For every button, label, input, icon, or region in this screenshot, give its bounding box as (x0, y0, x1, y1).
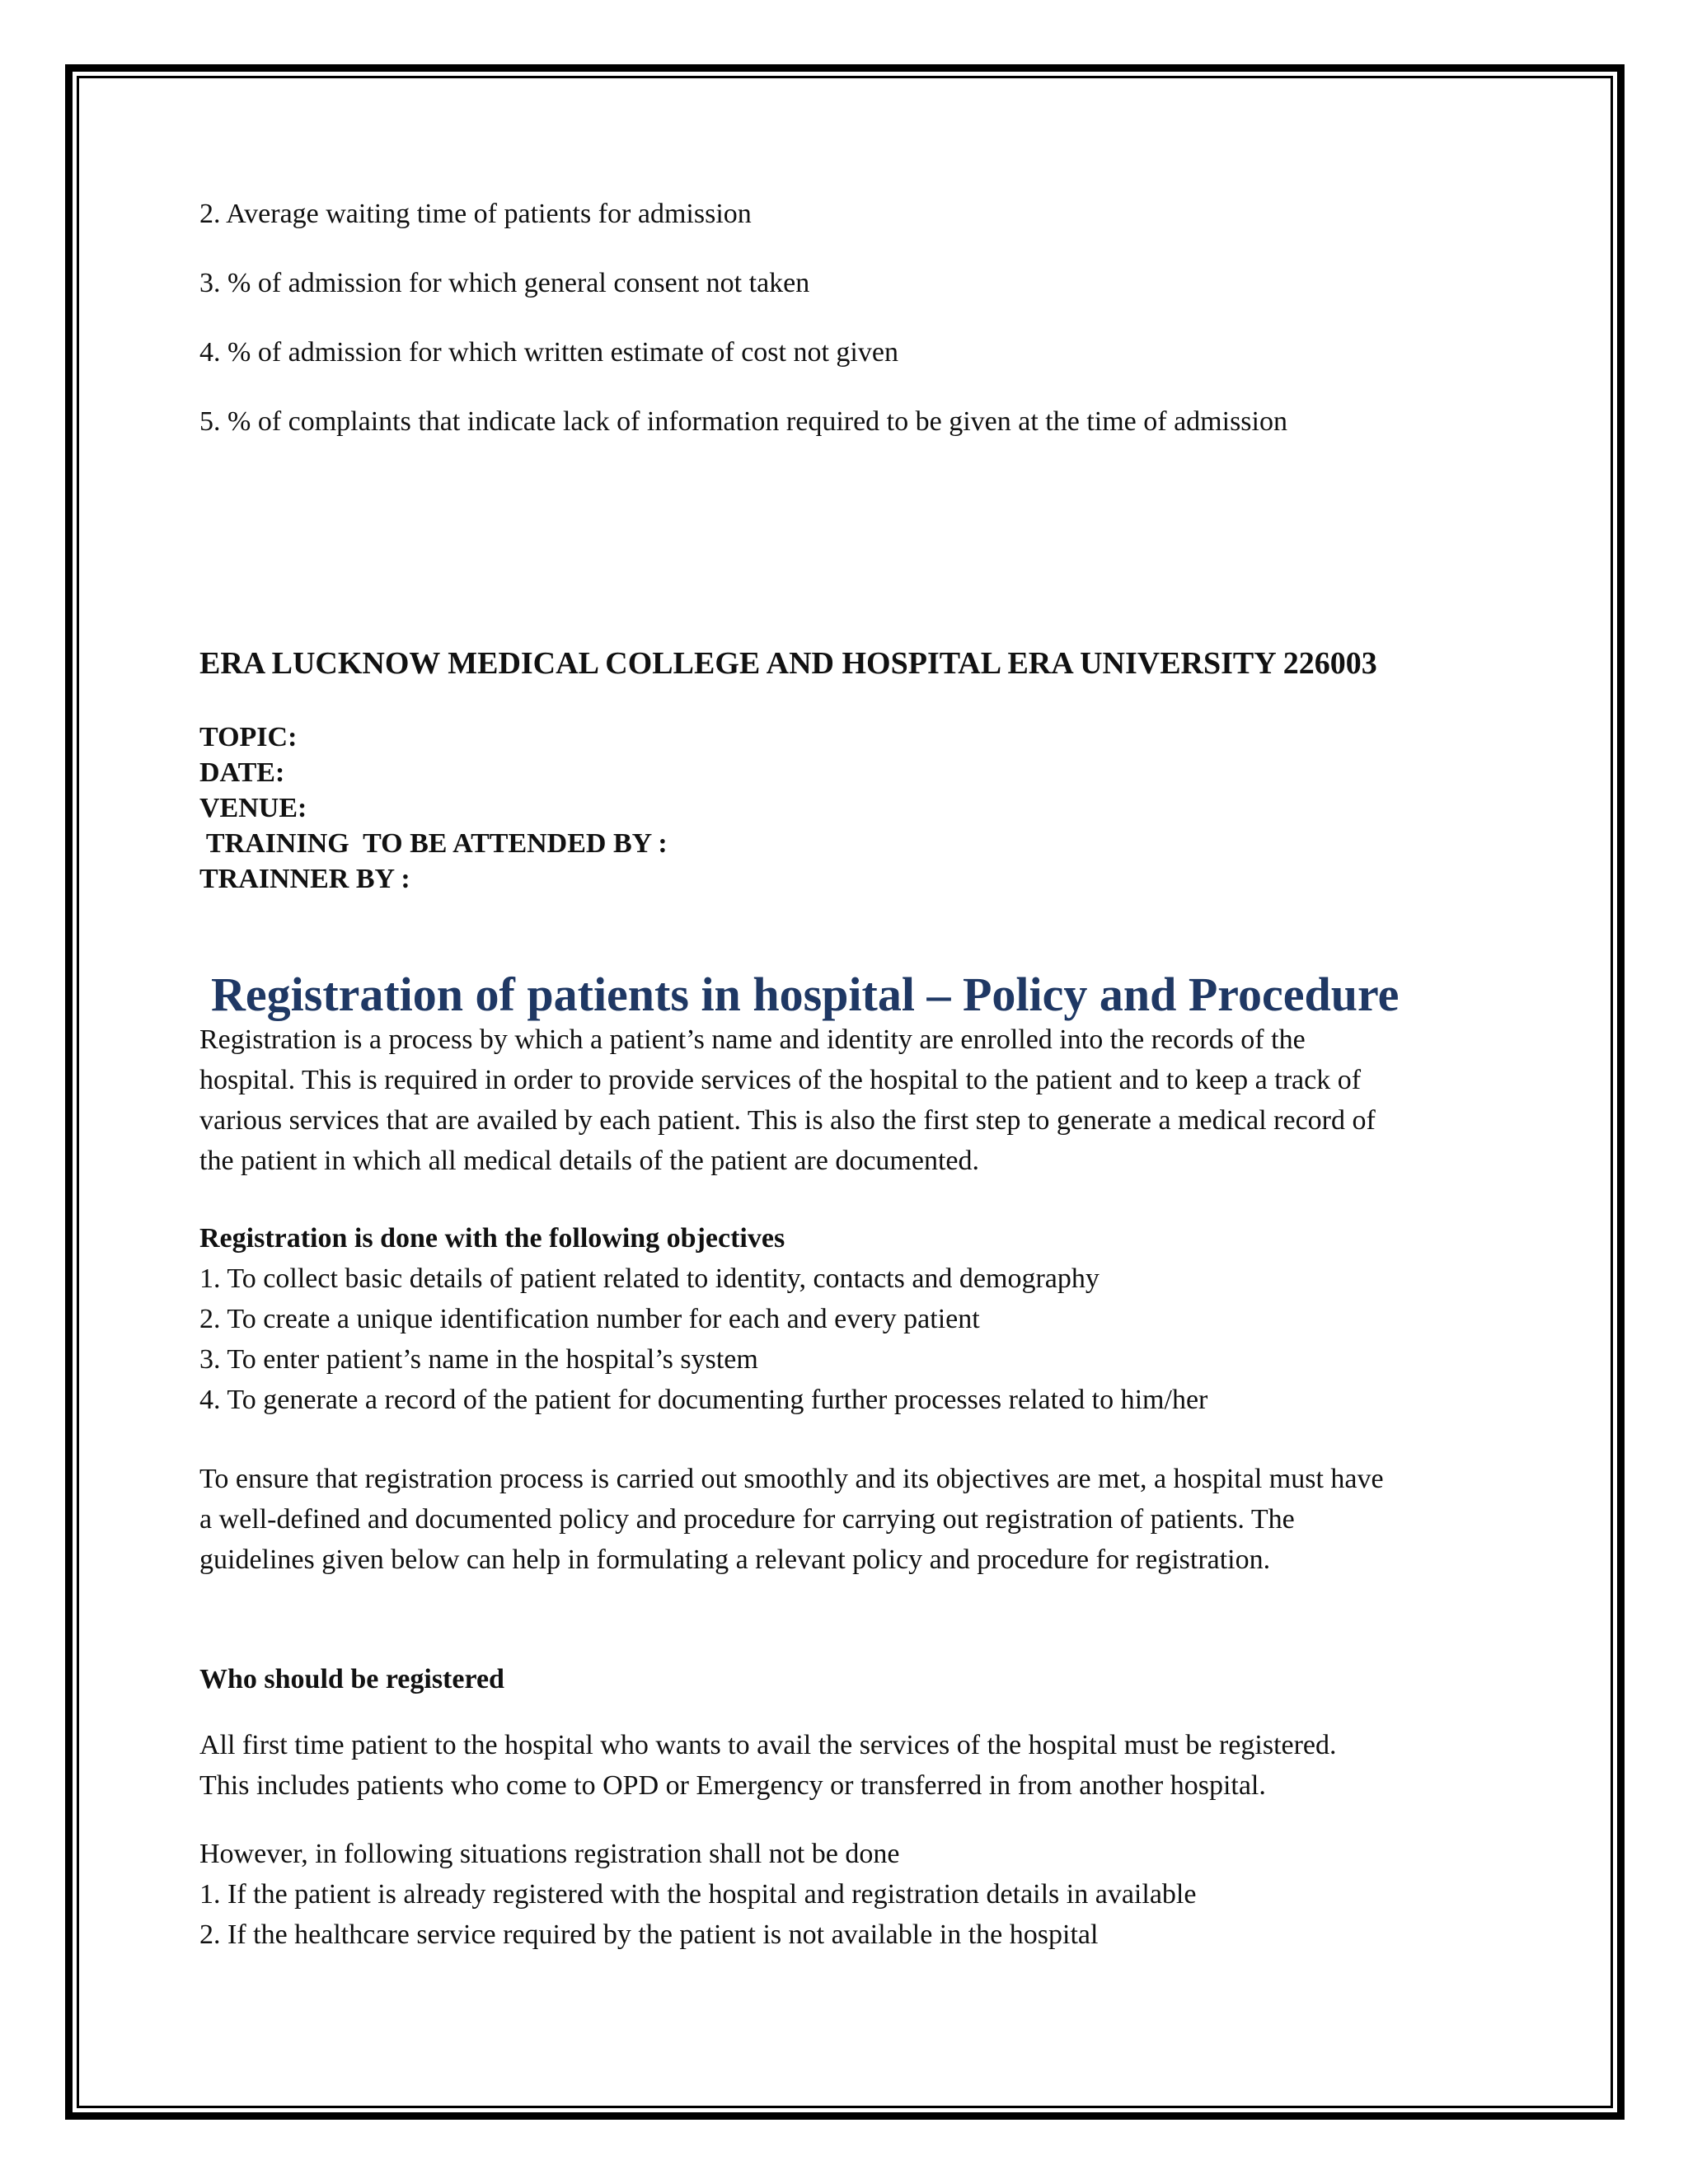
kpi-item: 4. % of admission for which written estimate of cost not given (199, 337, 898, 368)
objectives-heading: Registration is done with the following objectives (199, 1223, 785, 1254)
training-field-trainer: TRAINNER BY : (199, 864, 410, 894)
who-registered-paragraph (199, 1725, 1518, 1806)
objectives-section (199, 1218, 1518, 1420)
intro-line: hospital. This is required in order to provide services of the hospital to the patient and to keep a track of (199, 1065, 1362, 1095)
exceptions-intro: However, in following situations registration shall not be done (199, 1839, 900, 1869)
training-field-attended-by: TRAINING TO BE ATTENDED BY : (199, 828, 668, 859)
objective-item: 3. To enter patient’s name in the hospital’s system (199, 1344, 758, 1375)
who-registered-line: All first time patient to the hospital who wants to avail the services of the hospital must be registered. (199, 1730, 1337, 1760)
objective-item: 2. To create a unique identification number for each and every patient (199, 1304, 980, 1334)
intro-line: the patient in which all medical details of the patient are documented. (199, 1146, 979, 1176)
ensure-line: a well-defined and documented policy and procedure for carrying out registration of patients. The (199, 1504, 1295, 1535)
ensure-line: guidelines given below can help in formulating a relevant policy and procedure for registration. (199, 1544, 1271, 1575)
exception-item: 1. If the patient is already registered with the hospital and registration details in available (199, 1879, 1197, 1910)
document-title: Registration of patients in hospital – Policy and Procedure (211, 968, 1400, 1021)
intro-line: various services that are availed by each patient. This is also the first step to generate a medical record of (199, 1105, 1376, 1136)
training-field-date: DATE: (199, 757, 285, 788)
ensure-line: To ensure that registration process is carried out smoothly and its objectives are met, a hospital must have (199, 1464, 1384, 1494)
exceptions-section (199, 1834, 1518, 1955)
who-registered-line: This includes patients who come to OPD or Emergency or transferred in from another hospital. (199, 1770, 1266, 1801)
kpi-item: 2. Average waiting time of patients for admission (199, 199, 752, 229)
objective-item: 4. To generate a record of the patient for documenting further processes related to him/her (199, 1385, 1208, 1415)
training-field-topic: TOPIC: (199, 722, 298, 752)
kpi-item: 3. % of admission for which general consent not taken (199, 268, 810, 298)
who-registered-heading: Who should be registered (199, 1664, 504, 1694)
objective-item: 1. To collect basic details of patient related to identity, contacts and demography (199, 1263, 1100, 1294)
training-field-venue: VENUE: (199, 793, 307, 823)
ensure-paragraph (199, 1459, 1518, 1580)
intro-line: Registration is a process by which a patient’s name and identity are enrolled into the records of the (199, 1024, 1306, 1055)
intro-paragraph (199, 1019, 1518, 1181)
institution-heading: ERA LUCKNOW MEDICAL COLLEGE AND HOSPITAL ERA UNIVERSITY 226003 (199, 646, 1377, 681)
kpi-item: 5. % of complaints that indicate lack of information required to be given at the time of admission (199, 406, 1287, 437)
exception-item: 2. If the healthcare service required by the patient is not available in the hospital (199, 1919, 1099, 1950)
